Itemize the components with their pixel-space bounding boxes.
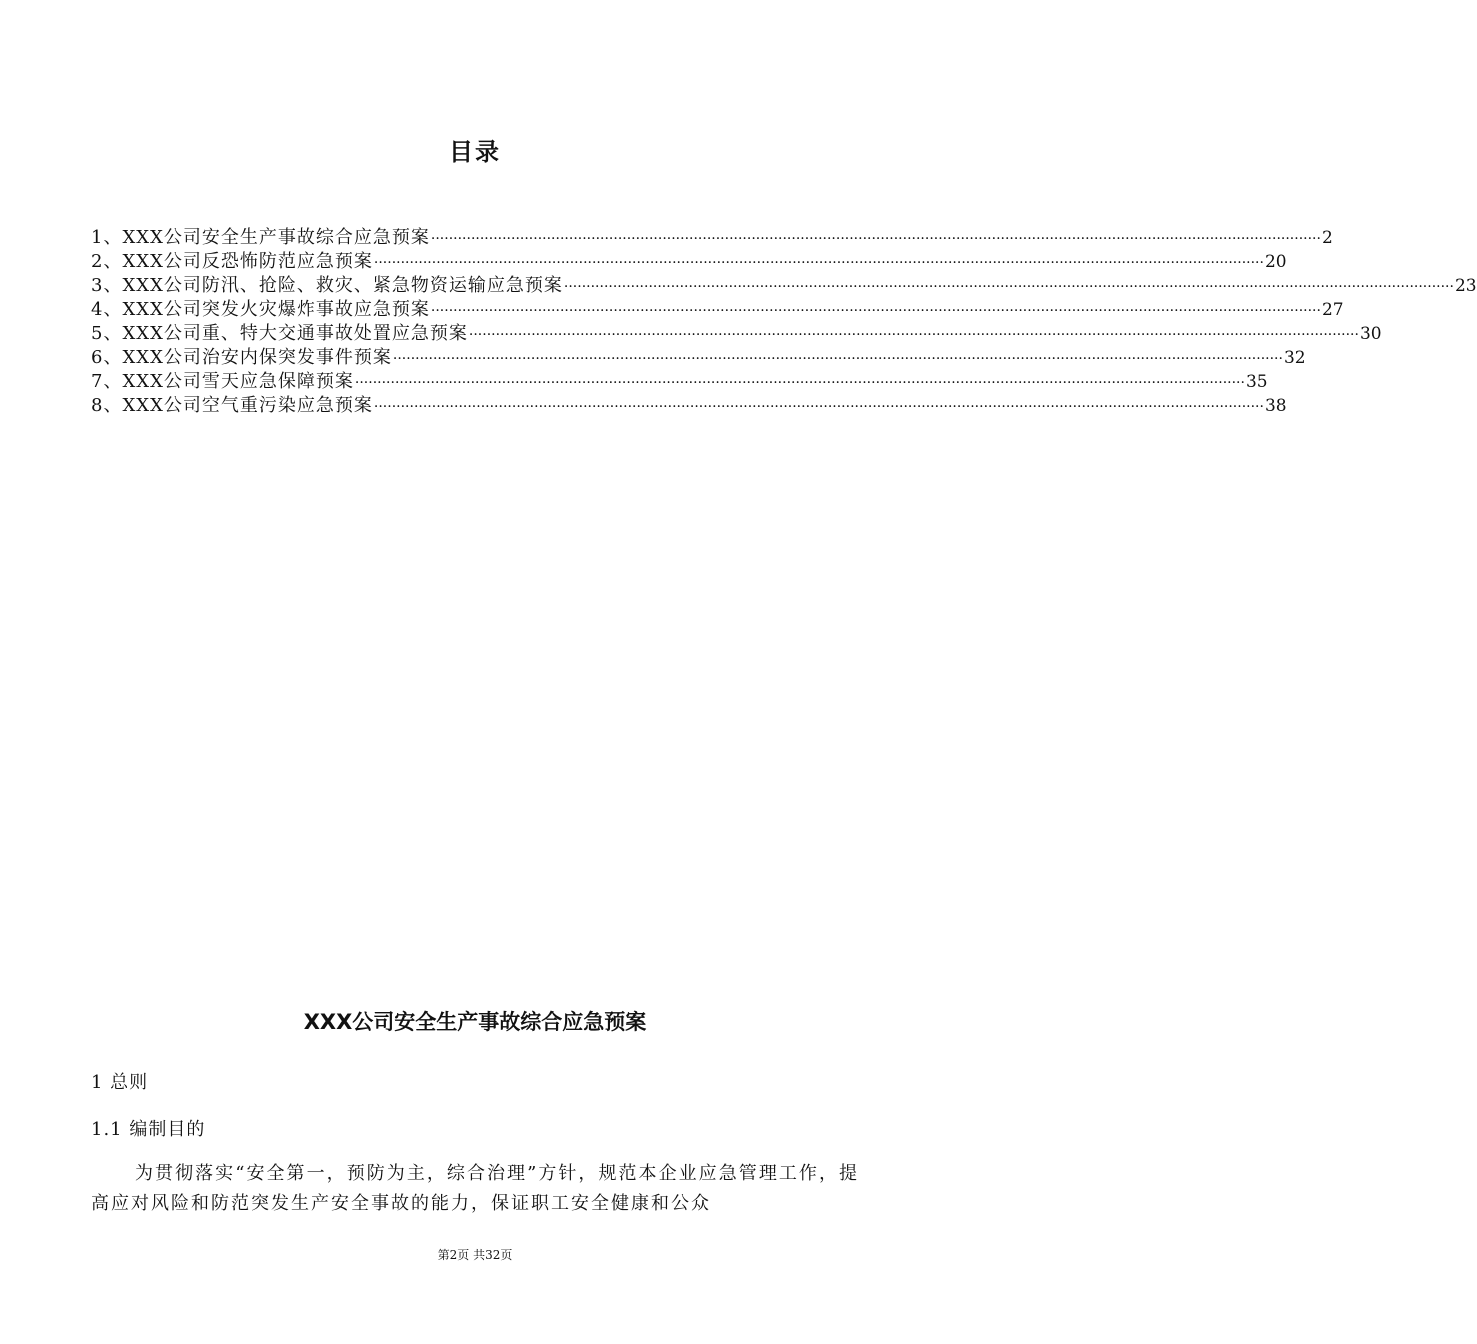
section-heading-purpose: 1.1 编制目的	[91, 1119, 206, 1140]
toc-entry[interactable]	[91, 250, 1287, 274]
toc-entry[interactable]	[91, 394, 1287, 418]
toc-entry-text: 4、XXX公司突发火灾爆炸事故应急预案	[91, 299, 430, 320]
toc-entry-text: 6、XXX公司治安内保突发事件预案	[91, 347, 392, 368]
toc-entry-text: 8、XXX公司空气重污染应急预案	[91, 395, 373, 416]
toc-entry-page: 32	[1283, 348, 1306, 368]
body-paragraph: 为贯彻落实“安全第一，预防为主，综合治理”方针，规范本企业应急管理工作，提高应对风险和防范突发生产安全事故的能力，保证职工安全健康和公众	[91, 1163, 859, 1214]
toc-entry-text: 7、XXX公司雪天应急保障预案	[91, 371, 354, 392]
toc-entry[interactable]	[91, 346, 1306, 370]
document-title: XXX公司安全生产事故综合应急预案	[303, 1010, 647, 1034]
toc-leader-dots: ········································································································································································································	[354, 375, 1245, 391]
toc-entry-page: 30	[1359, 324, 1382, 344]
toc-leader-dots: ········································································································································································································	[430, 231, 1321, 247]
toc-list	[91, 226, 1477, 418]
toc-title: 目录	[449, 138, 501, 166]
toc-entry-text: 5、XXX公司重、特大交通事故处置应急预案	[91, 323, 468, 344]
toc-entry[interactable]	[91, 226, 1333, 250]
toc-entry-page: 23	[1454, 276, 1477, 296]
toc-leader-dots: ········································································································································································································	[468, 327, 1359, 343]
toc-entry-page: 38	[1264, 396, 1287, 416]
toc-leader-dots: ········································································································································································································	[563, 279, 1454, 295]
toc-leader-dots: ········································································································································································································	[373, 399, 1264, 415]
toc-entry-page: 35	[1245, 372, 1268, 392]
toc-entry[interactable]	[91, 274, 1477, 298]
toc-entry-text: 1、XXX公司安全生产事故综合应急预案	[91, 227, 430, 248]
toc-entry-page: 27	[1321, 300, 1344, 320]
toc-entry[interactable]	[91, 298, 1344, 322]
toc-entry-page: 2	[1321, 228, 1333, 248]
toc-entry[interactable]	[91, 322, 1382, 346]
section-heading-general: 1 总则	[91, 1072, 149, 1093]
toc-leader-dots: ········································································································································································································	[392, 351, 1283, 367]
toc-leader-dots: ········································································································································································································	[373, 255, 1264, 271]
toc-entry[interactable]	[91, 370, 1268, 394]
page-footer: 第2页 共32页	[437, 1248, 513, 1262]
toc-leader-dots: ········································································································································································································	[430, 303, 1321, 319]
toc-entry-text: 2、XXX公司反恐怖防范应急预案	[91, 251, 373, 272]
toc-entry-text: 3、XXX公司防汛、抢险、救灾、紧急物资运输应急预案	[91, 275, 563, 296]
toc-entry-page: 20	[1264, 252, 1287, 272]
